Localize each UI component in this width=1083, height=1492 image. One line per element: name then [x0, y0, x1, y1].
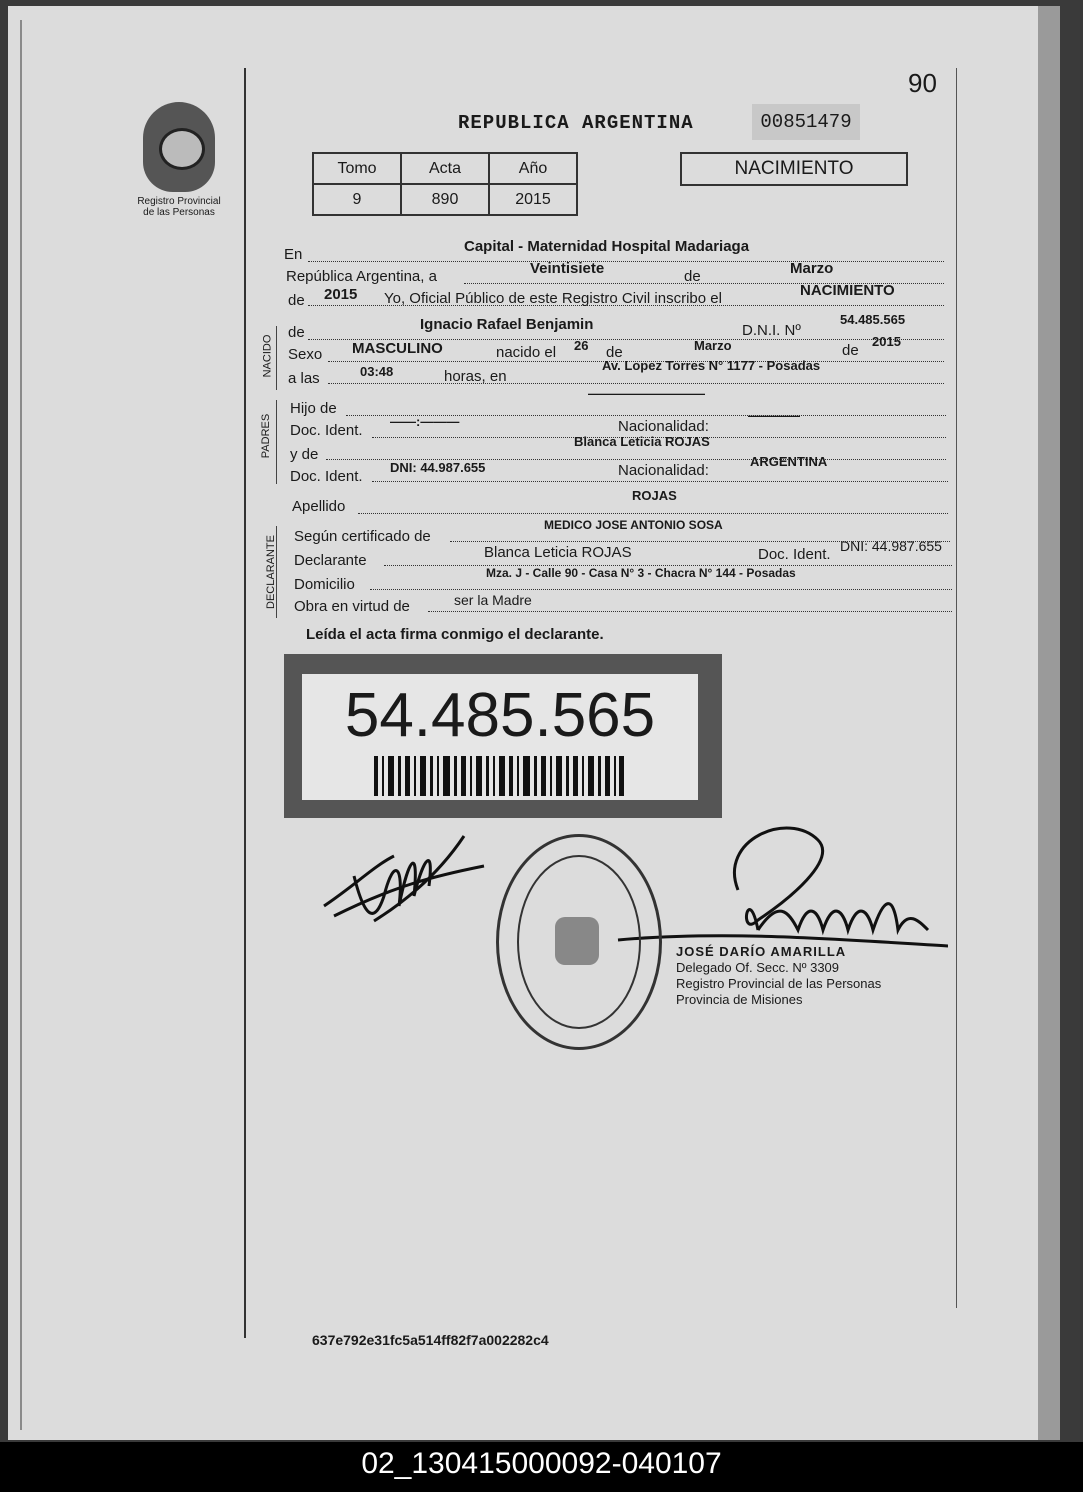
label-y-de: y de	[290, 446, 319, 463]
value-sexo: MASCULINO	[352, 340, 443, 357]
value-madre-nac: ARGENTINA	[750, 454, 828, 469]
serial-number: 00851479	[752, 104, 860, 140]
value-mes-inscripcion: Marzo	[790, 260, 834, 277]
label-sexo: Sexo	[288, 346, 323, 363]
label-nacido-el: nacido el	[496, 344, 557, 361]
page-edge	[1038, 6, 1060, 1440]
value-anio-inscripcion: 2015	[324, 286, 358, 303]
label-nacido-de: de	[288, 324, 305, 341]
line-en	[308, 260, 944, 262]
label-a-las: a las	[288, 370, 320, 387]
label-domicilio: Domicilio	[294, 576, 355, 593]
act-type-box: NACIMIENTO	[680, 152, 908, 186]
declarant-signature-icon	[314, 826, 494, 936]
registry-logo	[124, 102, 234, 218]
section-label-declarante: DECLARANTE	[264, 535, 277, 609]
registry-table	[312, 152, 578, 216]
value-anio-nac: 2015	[872, 334, 901, 349]
scan-footer-id: 02_130415000092-040107	[0, 1442, 1083, 1492]
value-domicilio: Mza. J - Calle 90 - Casa N° 3 - Chacra N° 144 - Posadas	[486, 566, 796, 580]
dni-sticker-label	[302, 674, 698, 800]
value-declarante: Blanca Leticia ROJAS	[484, 544, 632, 561]
section-label-padres: PADRES	[260, 413, 273, 459]
line-apellido	[358, 512, 948, 514]
official-name: JOSÉ DARÍO AMARILLA	[676, 944, 847, 959]
header-anio: Año	[489, 153, 577, 184]
official-office: Registro Provincial de las Personas	[676, 976, 882, 991]
label-horas-en: horas, en	[444, 368, 507, 385]
label-doc-ident-2: Doc. Ident.	[290, 468, 363, 485]
label-de-mes: de	[606, 344, 623, 361]
value-acta: 890	[401, 184, 489, 215]
right-margin-line	[956, 68, 957, 1308]
label-de2: de	[288, 292, 305, 309]
registry-table-values	[313, 184, 577, 215]
value-padre-nac: ————	[748, 408, 800, 423]
closing-statement: Leída el acta firma conmigo el declarante.	[306, 626, 604, 643]
value-acto: NACIMIENTO	[800, 282, 895, 299]
value-dia-nac: 26	[574, 338, 589, 353]
value-nombre: Ignacio Rafael Benjamin	[420, 316, 594, 333]
label-hijo-de: Hijo de	[290, 400, 337, 417]
value-hora: 03:48	[360, 364, 394, 379]
value-madre-doc: DNI: 44.987.655	[390, 460, 486, 475]
official-seal-icon	[496, 834, 662, 1050]
line-obra	[428, 610, 952, 612]
value-mes-nac: Marzo	[694, 338, 732, 353]
label-segun: Según certificado de	[294, 528, 431, 545]
label-de-anio: de	[842, 342, 859, 359]
value-apellido: ROJAS	[632, 488, 677, 503]
value-tomo: 9	[313, 184, 401, 215]
seal-emblem-icon	[555, 917, 599, 965]
line-domicilio	[370, 588, 952, 590]
label-apellido: Apellido	[292, 498, 346, 515]
official-province: Provincia de Misiones	[676, 992, 803, 1007]
value-dni: 54.485.565	[840, 312, 906, 327]
dni-sticker	[284, 654, 722, 818]
value-declarante-doc: DNI: 44.987.655	[840, 538, 942, 554]
label-dni: D.N.I. Nº	[742, 322, 801, 339]
value-lugar: Capital - Maternidad Hospital Madariaga	[464, 238, 750, 255]
label-doc-ident-3: Doc. Ident.	[758, 546, 831, 563]
value-obra: ser la Madre	[454, 592, 532, 608]
section-divider-padres	[276, 400, 277, 484]
section-label-nacido: NACIDO	[261, 334, 274, 378]
label-en: En	[284, 246, 303, 263]
label-yo: Yo, Oficial Público de este Registro Civil inscribo el	[384, 290, 722, 307]
document-page	[8, 6, 1060, 1440]
label-nacionalidad-2: Nacionalidad:	[618, 462, 709, 479]
crest-icon	[143, 102, 215, 192]
header-tomo: Tomo	[313, 153, 401, 184]
value-anio: 2015	[489, 184, 577, 215]
label-declarante: Declarante	[294, 552, 367, 569]
label-doc-ident-1: Doc. Ident.	[290, 422, 363, 439]
dni-sticker-number: 54.485.565	[344, 681, 656, 750]
page-number: 90	[908, 68, 937, 98]
line-hora	[328, 382, 944, 384]
value-padre-doc: ——:———	[390, 414, 460, 429]
value-madre: Blanca Leticia ROJAS	[574, 434, 710, 449]
label-obra: Obra en virtud de	[294, 598, 410, 615]
line-madre-doc	[372, 480, 948, 482]
margin-line	[244, 68, 246, 1338]
barcode-icon	[374, 756, 624, 796]
binder-line	[20, 20, 22, 1430]
official-role: Delegado Of. Secc. Nº 3309	[676, 960, 840, 975]
value-domicilio-nac: Av. Lopez Torres N° 1177 - Posadas	[602, 358, 821, 373]
value-padre: —————————	[588, 386, 705, 401]
logo-caption: Registro Provincial de las Personas	[137, 196, 221, 218]
section-divider-nacido	[276, 326, 277, 390]
value-dia-inscripcion: Veintisiete	[530, 260, 605, 277]
registry-table-header	[313, 153, 577, 184]
value-certificado: MEDICO JOSE ANTONIO SOSA	[544, 518, 723, 532]
label-de: de	[684, 268, 701, 285]
header-acta: Acta	[401, 153, 489, 184]
label-republica: República Argentina, a	[286, 268, 437, 285]
official-stamp	[676, 944, 881, 1008]
label-nacionalidad-1: Nacionalidad:	[618, 418, 709, 435]
document-title: REPUBLICA ARGENTINA	[458, 112, 694, 134]
document-hash: 637e792e31fc5a514ff82f7a002282c4	[312, 1332, 549, 1348]
